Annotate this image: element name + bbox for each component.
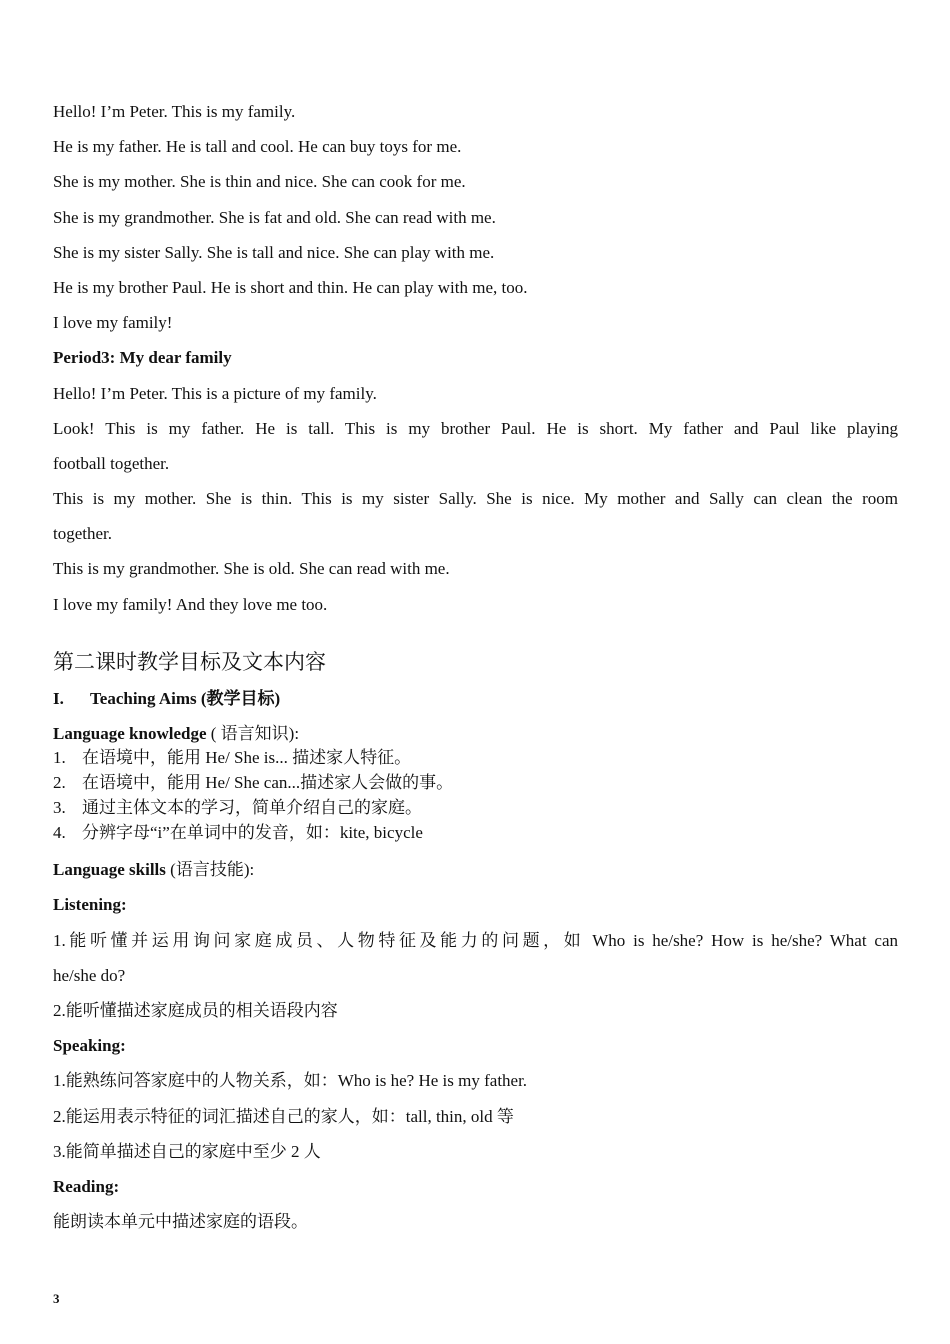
aims-cn: (教学目标) xyxy=(200,688,281,708)
list-item xyxy=(53,820,898,845)
period2-text xyxy=(53,94,898,340)
list-text: 在语境中，能用 He/ She can...描述家人会做的事。 xyxy=(82,773,454,793)
text-line: This is my mother. She is thin. This is my sister Sally. She is nice. My mother and Sally can clean the room xyxy=(53,489,898,509)
speaking-heading: Speaking: xyxy=(53,1036,126,1056)
list-text: 分辨字母“i”在单词中的发音，如：kite, bicycle xyxy=(82,823,423,843)
knowledge-en: Language knowledge xyxy=(53,724,207,743)
aims-en: Teaching Aims xyxy=(90,688,197,708)
list-number: 2. xyxy=(53,773,66,793)
listening-section xyxy=(53,887,898,1028)
lesson2-section xyxy=(53,643,898,1239)
page-content xyxy=(53,94,898,1239)
text-line: together. xyxy=(53,524,113,544)
text-line: She is my sister Sally. She is tall and nice. She can play with me. xyxy=(53,242,495,262)
text-line: 2.能运用表示特征的词汇描述自己的家人，如：tall, thin, old 等 xyxy=(53,1106,514,1126)
skills-cn: (语言技能): xyxy=(170,860,255,880)
text-line: I love my family! xyxy=(53,313,173,333)
list-text: 在语境中，能用 He/ She is... 描述家人特征。 xyxy=(82,748,412,768)
list-number: 4. xyxy=(53,823,66,843)
list-number: 3. xyxy=(53,798,66,818)
reading-section xyxy=(53,1169,898,1239)
list-item xyxy=(53,770,898,795)
period3-heading: Period3: My dear family xyxy=(53,348,232,368)
reading-heading: Reading: xyxy=(53,1176,120,1196)
text-line: He is my brother Paul. He is short and thin. He can play with me, too. xyxy=(53,277,528,297)
text-line: Look! This is my father. He is tall. This is my brother Paul. He is short. My father and Paul like playing xyxy=(53,418,898,438)
text-line: 能朗读本单元中描述家庭的语段。 xyxy=(53,1212,308,1232)
text-line: She is my mother. She is thin and nice. She can cook for me. xyxy=(53,172,466,192)
list-item xyxy=(53,745,898,770)
page-number: 3 xyxy=(53,1291,60,1306)
list-text: 通过主体文本的学习，简单介绍自己的家庭。 xyxy=(82,798,422,818)
text-line: 2.能听懂描述家庭成员的相关语段内容 xyxy=(53,1000,338,1020)
knowledge-list xyxy=(53,745,898,845)
text-line: he/she do? xyxy=(53,965,126,985)
listening-heading: Listening: xyxy=(53,895,127,915)
text-line: She is my grandmother. She is fat and old. She can read with me. xyxy=(53,207,496,227)
list-item xyxy=(53,795,898,820)
skills-en: Language skills xyxy=(53,860,166,880)
text-line: 1.能听懂并运用询问家庭成员、人物特征及能力的问题，如 Who is he/she? How is he/she? What can xyxy=(53,930,898,950)
text-line: 3.能简单描述自己的家庭中至少 2 人 xyxy=(53,1141,321,1161)
knowledge-cn: ( 语言知识): xyxy=(210,724,300,743)
text-line: This is my grandmother. She is old. She can read with me. xyxy=(53,559,450,579)
lesson2-title: 第二课时教学目标及文本内容 xyxy=(53,649,326,674)
speaking-section xyxy=(53,1028,898,1169)
text-line: He is my father. He is tall and cool. He can buy toys for me. xyxy=(53,137,462,157)
text-line: Hello! I’m Peter. This is a picture of my family. xyxy=(53,383,377,403)
period3-section xyxy=(53,340,898,622)
teaching-aims-heading xyxy=(53,681,898,716)
section-gap xyxy=(53,622,898,643)
list-number: 1. xyxy=(53,748,66,768)
aims-number: I. xyxy=(53,688,64,708)
text-line: 1.能熟练问答家庭中的人物关系，如：Who is he? He is my father. xyxy=(53,1071,528,1091)
language-skills-heading xyxy=(53,852,898,887)
text-line: Hello! I’m Peter. This is my family. xyxy=(53,102,296,121)
text-line: football together. xyxy=(53,453,170,473)
text-line: I love my family! And they love me too. xyxy=(53,594,328,614)
